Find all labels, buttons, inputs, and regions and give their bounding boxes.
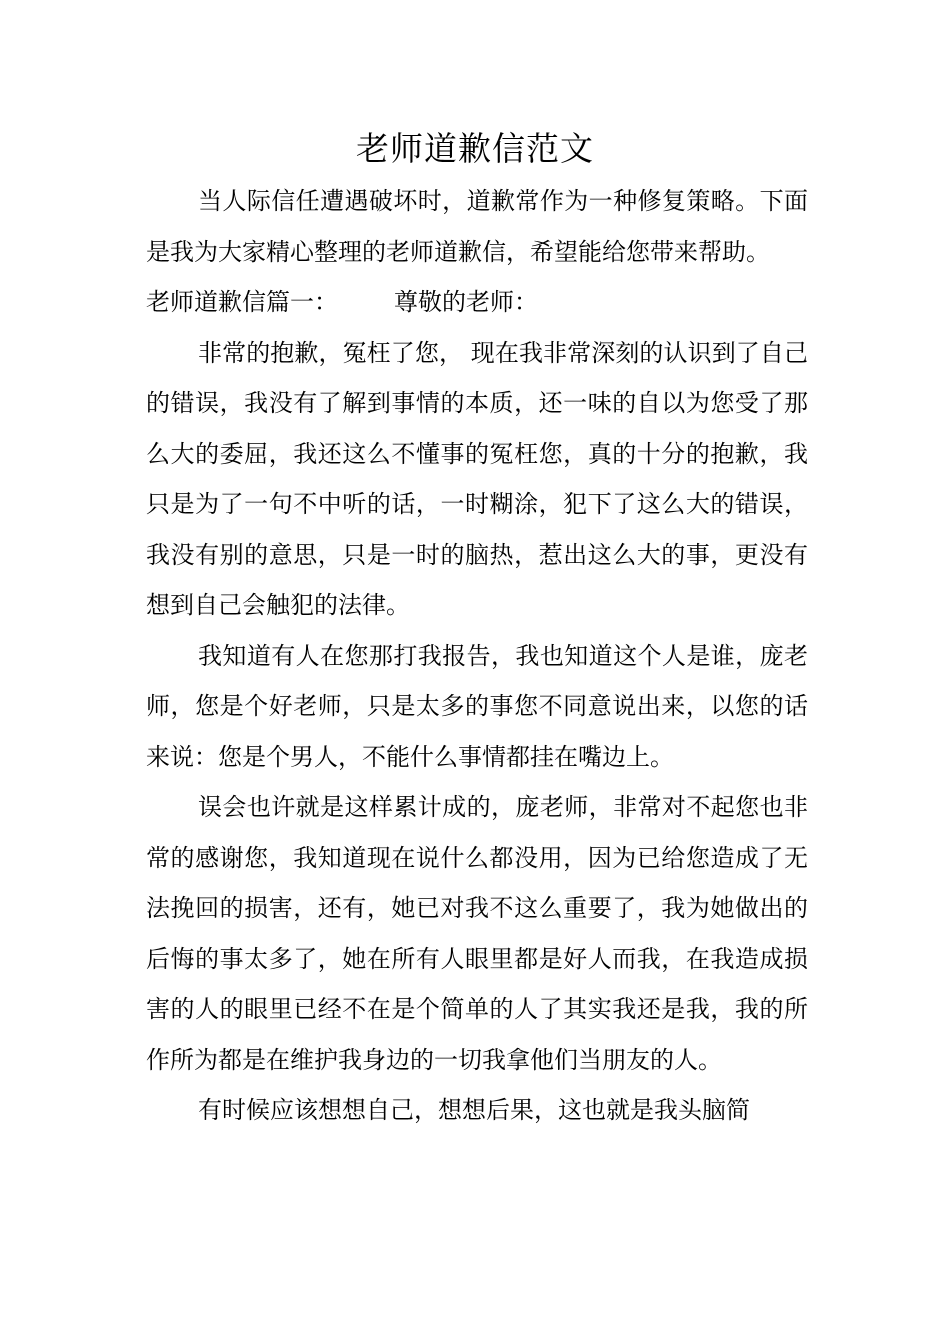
intro-paragraph: 当人际信任遭遇破坏时，道歉常作为一种修复策略。下面是我为大家精心整理的老师道歉信，希望能给您带来帮助。 <box>146 187 808 266</box>
body-paragraph-4: 有时候应该想想自己，想想后果，这也就是我头脑简 <box>198 1096 750 1124</box>
body-paragraph-2: 我知道有人在您那打我报告，我也知道这个人是谁，庞老师，您是个好老师，只是太多的事您不同意说出来，以您的话来说：您是个男人，不能什么事情都挂在嘴边上。 <box>146 641 808 771</box>
section-label: 老师道歉信篇一： <box>146 288 338 316</box>
document-title: 老师道歉信范文 <box>356 129 594 168</box>
section-heading-line <box>146 277 808 328</box>
document-body <box>146 176 808 1136</box>
body-paragraph-1: 非常的抱歉，冤枉了您， 现在我非常深刻的认识到了自己的错误，我没有了解到事情的本质，还一味的自以为您受了那么大的委屈，我还这么不懂事的冤枉您，真的十分的抱歉，我只是为了一句不中听的话，一时糊涂，犯下了这么大的错误，我没有别的意思，只是一时的脑热，惹出这么大的事，更没有想到自己会触犯的法律。 <box>146 338 808 619</box>
body-paragraph-3: 误会也许就是这样累计成的，庞老师，非常对不起您也非常的感谢您，我知道现在说什么都没用，因为已给您造成了无法挽回的损害，还有，她已对我不这么重要了，我为她做出的后悔的事太多了，她在所有人眼里都是好人而我，在我造成损害的人的眼里已经不在是个简单的人了其实我还是我，我的所作所为都是在维护我身边的一切我拿他们当朋友的人。 <box>146 793 808 1074</box>
salutation: 尊敬的老师： <box>394 288 538 316</box>
